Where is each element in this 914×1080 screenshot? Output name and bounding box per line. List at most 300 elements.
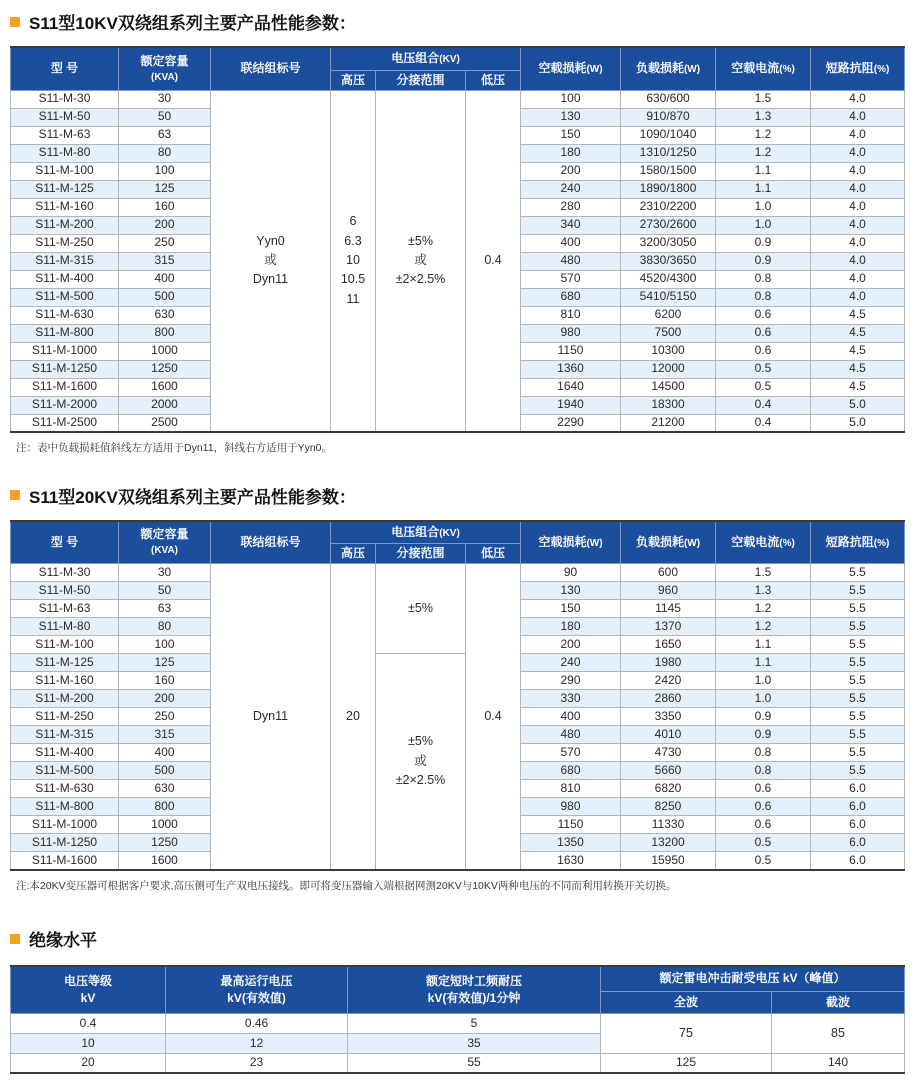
cell: 200 [119,216,211,234]
cell: S11-M-630 [11,306,119,324]
table-body [11,90,905,432]
header-impedance-unit: (%) [873,64,890,75]
cell: 250 [119,234,211,252]
cell: S11-M-1250 [11,834,119,852]
header-no-load-loss-unit: (W) [586,537,603,549]
cell: 400 [521,234,621,252]
header-load-loss-text: 负载损耗 [635,534,684,549]
cell: 0.8 [716,288,811,306]
cell: 4.0 [811,108,905,126]
section-title-insulation [10,926,914,951]
cell: 1940 [521,396,621,414]
cell: 12 [166,1033,348,1053]
cell: 4.0 [811,162,905,180]
cell: 315 [119,252,211,270]
cell: 250 [119,708,211,726]
header-max-voltage [166,966,348,1013]
header-hv: 高压 [331,70,376,90]
cell: 315 [119,726,211,744]
cell: 8250 [621,798,716,816]
cell: S11-M-250 [11,234,119,252]
cell: 680 [521,762,621,780]
header-lightning-impulse: 额定雷电冲击耐受电压 kV（峰值） [601,966,905,991]
cell: 0.6 [716,342,811,360]
cell: 4.5 [811,306,905,324]
cell: 5.5 [811,636,905,654]
section-title-20kv [10,483,914,508]
header-load-loss [621,521,716,564]
header-capacity-unit: (KVA) [150,545,179,557]
header-no-load-current [716,47,811,90]
header-lv: 低压 [466,544,521,564]
cell: 1.0 [716,198,811,216]
cell: 0.6 [716,798,811,816]
cell: S11-M-80 [11,618,119,636]
header-no-load-loss-text: 空载损耗 [538,534,587,549]
header-load-loss-unit: (W) [683,64,701,75]
cell: 340 [521,216,621,234]
cell: 30 [119,90,211,108]
cell: S11-M-1000 [11,816,119,834]
cell: 0.9 [716,234,811,252]
cell: 1.0 [716,690,811,708]
cell: 0.5 [716,834,811,852]
cell: 5.0 [811,396,905,414]
cell: 1.1 [716,180,811,198]
cell: S11-M-800 [11,798,119,816]
cell: 1310/1250 [621,144,716,162]
cell: 330 [521,690,621,708]
cell: 5660 [621,762,716,780]
header-impedance [811,521,905,564]
table-row [11,654,905,672]
table-row [11,564,905,582]
cell: S11-M-315 [11,726,119,744]
cell: 6200 [621,306,716,324]
cell: 960 [621,582,716,600]
cell: S11-M-125 [11,654,119,672]
cell: 1.0 [716,216,811,234]
vector-group-cell: Yyn0 或 Dyn11 [211,90,331,432]
cell: 5.5 [811,690,905,708]
cell: 4.0 [811,270,905,288]
cell: 5.5 [811,672,905,690]
cell: 1650 [621,636,716,654]
cell: 1.2 [716,144,811,162]
cell: 50 [119,108,211,126]
cell: 1600 [119,852,211,870]
cell: 1000 [119,816,211,834]
cell: 15950 [621,852,716,870]
cell: S11-M-1600 [11,378,119,396]
header-full-wave: 全波 [601,991,772,1013]
header-impedance [811,47,905,90]
cell: 6.0 [811,798,905,816]
cell: 400 [119,744,211,762]
cell: 2730/2600 [621,216,716,234]
cell: 500 [119,762,211,780]
cell: S11-M-200 [11,690,119,708]
cell: S11-M-1600 [11,852,119,870]
cell: 4730 [621,744,716,762]
cell: S11-M-30 [11,564,119,582]
cell: 4.5 [811,378,905,396]
cell: 1150 [521,342,621,360]
table-header [11,521,905,564]
cell: 6.0 [811,852,905,870]
cell: 5.5 [811,582,905,600]
cell: 6820 [621,780,716,798]
cell: 2000 [119,396,211,414]
cell: 13200 [621,834,716,852]
header-load-loss [621,47,716,90]
cell: 240 [521,180,621,198]
cell: 800 [119,798,211,816]
header-lv: 低压 [466,70,521,90]
cell: 35 [348,1033,601,1053]
cell: 4.0 [811,252,905,270]
cell: 20 [11,1053,166,1073]
header-impedance-text: 短路抗阻 [825,61,874,75]
cell: 1250 [119,360,211,378]
header-capacity-unit: (KVA) [150,71,179,83]
cell: 400 [119,270,211,288]
cell: S11-M-100 [11,636,119,654]
header-capacity [119,47,211,90]
header-hv: 高压 [331,544,376,564]
header-no-load-current [716,521,811,564]
cell: S11-M-500 [11,762,119,780]
cell: S11-M-2000 [11,396,119,414]
cell: 0.8 [716,270,811,288]
cell: 4.0 [811,144,905,162]
cell: 4010 [621,726,716,744]
header-no-load-current-unit: (%) [779,537,795,549]
cell: 5.5 [811,762,905,780]
table-header [11,966,905,1013]
cell: 4.0 [811,180,905,198]
cell: 0.6 [716,306,811,324]
cell: 1250 [119,834,211,852]
cell: 0.5 [716,360,811,378]
cell: 500 [119,288,211,306]
cell: 2290 [521,414,621,432]
cell: S11-M-80 [11,144,119,162]
cell: 10 [11,1033,166,1053]
header-power-freq-withstand [348,966,601,1013]
cell: 150 [521,600,621,618]
header-max-voltage-line1: 最高运行电压 [220,973,293,988]
full-wave-merged-cell: 75 [601,1013,772,1053]
header-capacity [119,521,211,564]
header-power-freq-line2: kV(有效值)/1分钟 [427,991,521,1006]
cell: S11-M-400 [11,744,119,762]
cell: 680 [521,288,621,306]
cell: 11330 [621,816,716,834]
cell: 0.6 [716,324,811,342]
cell: 630/600 [621,90,716,108]
cell: 1.1 [716,654,811,672]
cell: 4.0 [811,90,905,108]
header-capacity-line1: 额定容量 [140,527,189,542]
cell: 3200/3050 [621,234,716,252]
section-title-text: S11型10KV双绕组系列主要产品性能参数： [29,14,356,33]
cell: 6.0 [811,780,905,798]
header-vector-group: 联结组标号 [211,521,331,564]
cell: S11-M-63 [11,600,119,618]
cell: 980 [521,324,621,342]
header-no-load-loss-unit: (W) [586,64,603,75]
cell: 1.0 [716,672,811,690]
cell: 5410/5150 [621,288,716,306]
cell: 125 [119,180,211,198]
header-impedance-unit: (%) [873,537,890,549]
cell: 130 [521,108,621,126]
cell: 5.5 [811,726,905,744]
cell: 400 [521,708,621,726]
cell: 200 [521,162,621,180]
header-impedance-text: 短路抗阻 [825,534,874,549]
cell: 980 [521,798,621,816]
cell: 1890/1800 [621,180,716,198]
cell: 30 [119,564,211,582]
cell: 240 [521,654,621,672]
cell: 12000 [621,360,716,378]
lv-cell: 0.4 [466,564,521,870]
cell: 1360 [521,360,621,378]
table-body [11,1013,905,1073]
cell: 55 [348,1053,601,1073]
header-tap-range: 分接范围 [376,70,466,90]
cell: 6.0 [811,816,905,834]
cell: 4.0 [811,234,905,252]
cell: 1350 [521,834,621,852]
header-capacity-line1: 额定容量 [140,53,189,68]
header-model: 型 号 [11,47,119,90]
cell: 1.5 [716,564,811,582]
cell: 4.0 [811,288,905,306]
header-voltage-combo [331,47,521,70]
vector-group-cell: Dyn11 [211,564,331,870]
header-no-load-loss [521,47,621,90]
table-10kv-parameters [10,46,905,433]
cell: S11-M-1000 [11,342,119,360]
cell: 810 [521,780,621,798]
cell: 1640 [521,378,621,396]
note-20kv: 注:本20KV变压器可根据客户要求,高压侧可生产双电压接线。即可将变压器输入端根据网测20KV与10KV两种电压的不同而利用转换开关切换。 [16,879,677,892]
cell: 1580/1500 [621,162,716,180]
header-no-load-loss-text: 空载损耗 [538,61,587,75]
cell: 0.5 [716,378,811,396]
cell: 80 [119,144,211,162]
cell: 1370 [621,618,716,636]
cell: 5.5 [811,708,905,726]
cell: 160 [119,198,211,216]
cell: S11-M-800 [11,324,119,342]
table-row [11,1013,905,1033]
section-bullet-icon [10,490,20,500]
header-load-loss-text: 负载损耗 [635,61,684,75]
cell: 600 [621,564,716,582]
cell: 1980 [621,654,716,672]
header-voltage-combo-unit: (KV) [439,527,460,539]
cell: 100 [119,162,211,180]
section-bullet-icon [10,934,20,944]
cell: 4.0 [811,198,905,216]
cell: 63 [119,126,211,144]
cell: 570 [521,270,621,288]
cell: 810 [521,306,621,324]
cell: 0.4 [716,396,811,414]
header-max-voltage-line2: kV(有效值) [227,991,286,1006]
cell: 1145 [621,600,716,618]
cell: 0.9 [716,726,811,744]
cell: 910/870 [621,108,716,126]
table-body [11,564,905,870]
cell: 0.5 [716,852,811,870]
lv-cell: 0.4 [466,90,521,432]
cell: 5.5 [811,600,905,618]
cell: 4.5 [811,324,905,342]
cell: 0.8 [716,762,811,780]
cell: 5.5 [811,744,905,762]
cell: S11-M-30 [11,90,119,108]
cell: 0.4 [716,414,811,432]
cell: 150 [521,126,621,144]
cell: S11-M-125 [11,180,119,198]
cell: S11-M-500 [11,288,119,306]
chopped-wave-merged-cell: 85 [772,1013,905,1053]
cell: 1.2 [716,126,811,144]
cell: 5.5 [811,654,905,672]
cell: 1630 [521,852,621,870]
cell: S11-M-200 [11,216,119,234]
cell: 63 [119,600,211,618]
header-no-load-current-text: 空载电流 [731,534,780,549]
cell: 140 [772,1053,905,1073]
cell: 800 [119,324,211,342]
cell: 4.5 [811,360,905,378]
cell: S11-M-160 [11,198,119,216]
cell: 570 [521,744,621,762]
header-power-freq-line1: 额定短时工频耐压 [425,973,522,988]
cell: 6.0 [811,834,905,852]
cell: S11-M-630 [11,780,119,798]
cell: 630 [119,780,211,798]
section-title-text: 绝缘水平 [29,931,97,951]
header-voltage-combo-unit: (KV) [439,54,460,65]
header-model: 型 号 [11,521,119,564]
cell: 1.2 [716,618,811,636]
cell: 100 [521,90,621,108]
section-title-text: S11型20KV双绕组系列主要产品性能参数： [29,487,356,507]
cell: 125 [119,654,211,672]
cell: S11-M-315 [11,252,119,270]
table-row [11,90,905,108]
table-row [11,1053,905,1073]
cell: S11-M-63 [11,126,119,144]
cell: 14500 [621,378,716,396]
header-no-load-current-text: 空载电流 [731,61,780,75]
cell: 290 [521,672,621,690]
header-chopped-wave: 截波 [772,991,905,1013]
cell: 0.9 [716,252,811,270]
cell: 90 [521,564,621,582]
header-vector-group: 联结组标号 [211,47,331,90]
cell: 21200 [621,414,716,432]
tap-range-cell: ±5% [376,564,466,654]
cell: 80 [119,618,211,636]
cell: 1090/1040 [621,126,716,144]
cell: 280 [521,198,621,216]
header-voltage-combo-text: 电压组合 [391,524,440,539]
cell: 1.5 [716,90,811,108]
cell: 1.1 [716,636,811,654]
cell: 5 [348,1013,601,1033]
tap-range-cell: ±5% 或 ±2×2.5% [376,654,466,870]
cell: 0.46 [166,1013,348,1033]
cell: 3830/3650 [621,252,716,270]
cell: 5.5 [811,564,905,582]
cell: 10300 [621,342,716,360]
cell: S11-M-160 [11,672,119,690]
header-no-load-current-unit: (%) [779,64,795,75]
cell: 1150 [521,816,621,834]
cell: 2860 [621,690,716,708]
cell: 125 [601,1053,772,1073]
cell: 200 [521,636,621,654]
cell: 5.0 [811,414,905,432]
cell: 0.9 [716,708,811,726]
table-insulation-level [10,965,905,1074]
cell: 4.0 [811,126,905,144]
section-bullet-icon [10,17,20,27]
header-voltage-combo-text: 电压组合 [391,51,440,65]
cell: 1000 [119,342,211,360]
table-header [11,47,905,90]
header-voltage-combo [331,521,521,544]
hv-cell: 6 6.3 10 10.5 11 [331,90,376,432]
cell: S11-M-1250 [11,360,119,378]
tap-range-cell: ±5% 或 ±2×2.5% [376,90,466,432]
note-10kv: 注：表中负载损耗值斜线左方适用于Dyn11，斜线右方适用于Yyn0。 [16,442,333,454]
cell: S11-M-50 [11,108,119,126]
cell: 18300 [621,396,716,414]
cell: S11-M-100 [11,162,119,180]
cell: 7500 [621,324,716,342]
hv-cell: 20 [331,564,376,870]
cell: 4.0 [811,216,905,234]
cell: 0.8 [716,744,811,762]
cell: S11-M-50 [11,582,119,600]
cell: 630 [119,306,211,324]
cell: 1.3 [716,582,811,600]
header-voltage-class-line1: 电压等级 [63,973,112,988]
cell: 100 [119,636,211,654]
cell: 0.4 [11,1013,166,1033]
cell: 0.6 [716,816,811,834]
cell: 160 [119,672,211,690]
cell: 1.2 [716,600,811,618]
header-voltage-class-line2: kV [80,991,96,1006]
cell: S11-M-400 [11,270,119,288]
cell: 23 [166,1053,348,1073]
cell: 480 [521,726,621,744]
cell: S11-M-250 [11,708,119,726]
cell: S11-M-2500 [11,414,119,432]
cell: 480 [521,252,621,270]
cell: 2310/2200 [621,198,716,216]
